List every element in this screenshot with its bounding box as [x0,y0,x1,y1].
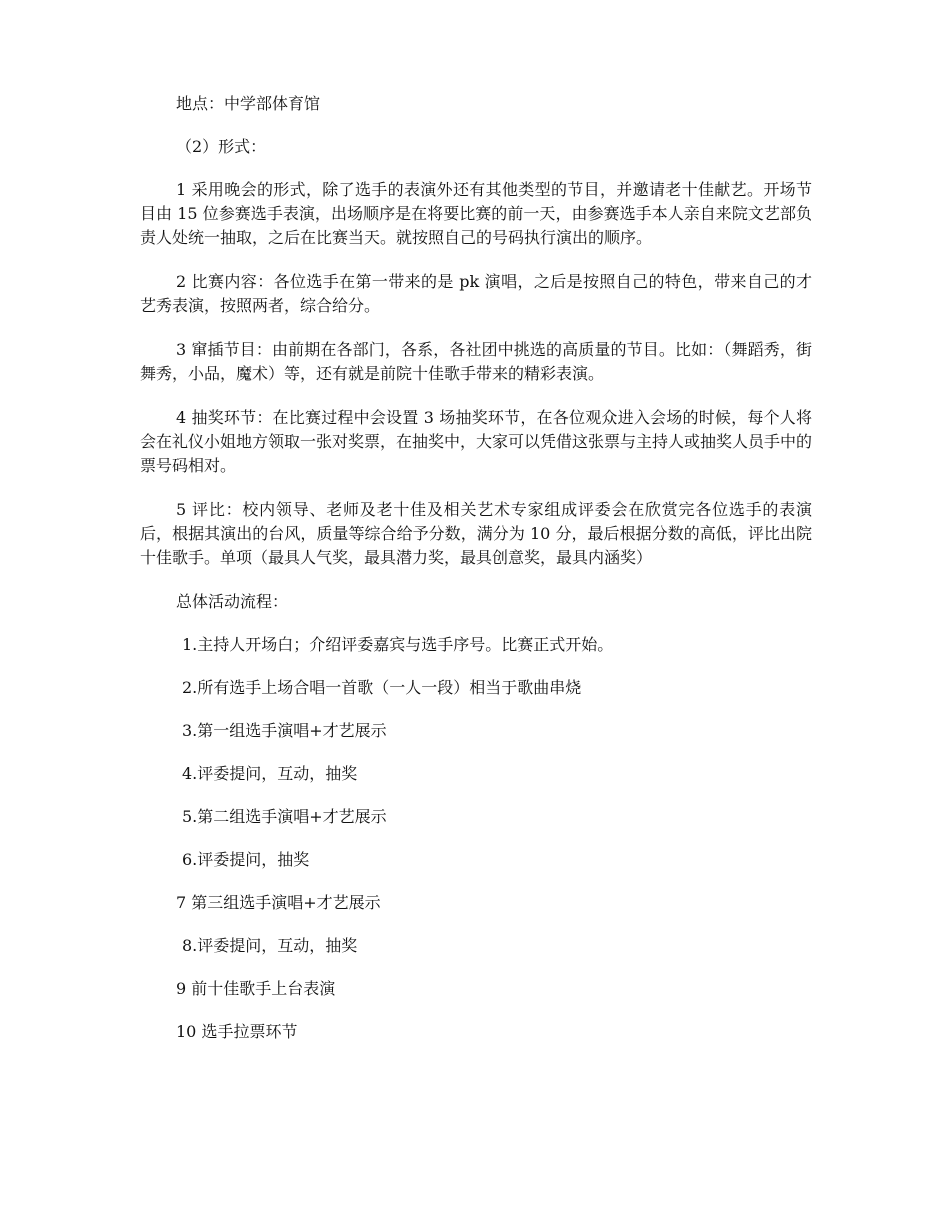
flow-step-7: 7 第三组选手演唱+才艺展示 [176,893,381,912]
flow-step-4: 4.评委提问，互动，抽奖 [182,764,358,783]
form-item-1: 1 采用晚会的形式，除了选手的表演外还有其他类型的节目，并邀请老十佳献艺。开场节目由 15 位参赛选手表演，出场顺序是在将要比赛的前一天，由参赛选手本人亲自来院文艺部负责人处统一抽取，之后在比赛当天。就按照自己的号码执行演出的顺序。 [140,180,812,247]
flow-heading: 总体活动流程： [176,592,289,611]
flow-step-6: 6.评委提问，抽奖 [182,850,310,869]
flow-step-10: 10 选手拉票环节 [176,1022,298,1041]
document-page [140,92,812,1063]
flow-steps-list [140,633,812,1044]
form-item-3: 3 窜插节目：由前期在各部门，各系，各社团中挑选的高质量的节目。比如：（舞蹈秀，街舞秀，小品，魔术）等，还有就是前院十佳歌手带来的精彩表演。 [140,340,812,383]
form-heading: （2）形式： [176,137,267,156]
flow-step-1: 1.主持人开场白；介绍评委嘉宾与选手序号。比赛正式开始。 [182,635,614,654]
flow-step-2: 2.所有选手上场合唱一首歌（一人一段）相当于歌曲串烧 [182,678,582,697]
flow-step-5: 5.第二组选手演唱+才艺展示 [182,807,387,826]
form-item-5: 5 评比：校内领导、老师及老十佳及相关艺术专家组成评委会在欣赏完各位选手的表演后，根据其演出的台风，质量等综合给予分数，满分为 10 分，最后根据分数的高低，评比出院十佳歌手。单项（最具人气奖，最具潜力奖，最具创意奖，最具内涵奖） [140,500,812,567]
flow-step-9: 9 前十佳歌手上台表演 [176,979,336,998]
location-line: 地点：中学部体育馆 [176,94,321,113]
form-item-2: 2 比赛内容：各位选手在第一带来的是 pk 演唱，之后是按照自己的特色，带来自己的才艺秀表演，按照两者，综合给分。 [140,272,812,315]
form-item-4: 4 抽奖环节：在比赛过程中会设置 3 场抽奖环节，在各位观众进入会场的时候，每个人将会在礼仪小姐地方领取一张对奖票，在抽奖中，大家可以凭借这张票与主持人或抽奖人员手中的票号码相对。 [140,408,813,475]
flow-step-3: 3.第一组选手演唱+才艺展示 [182,721,387,740]
flow-step-8: 8.评委提问，互动，抽奖 [182,936,358,955]
